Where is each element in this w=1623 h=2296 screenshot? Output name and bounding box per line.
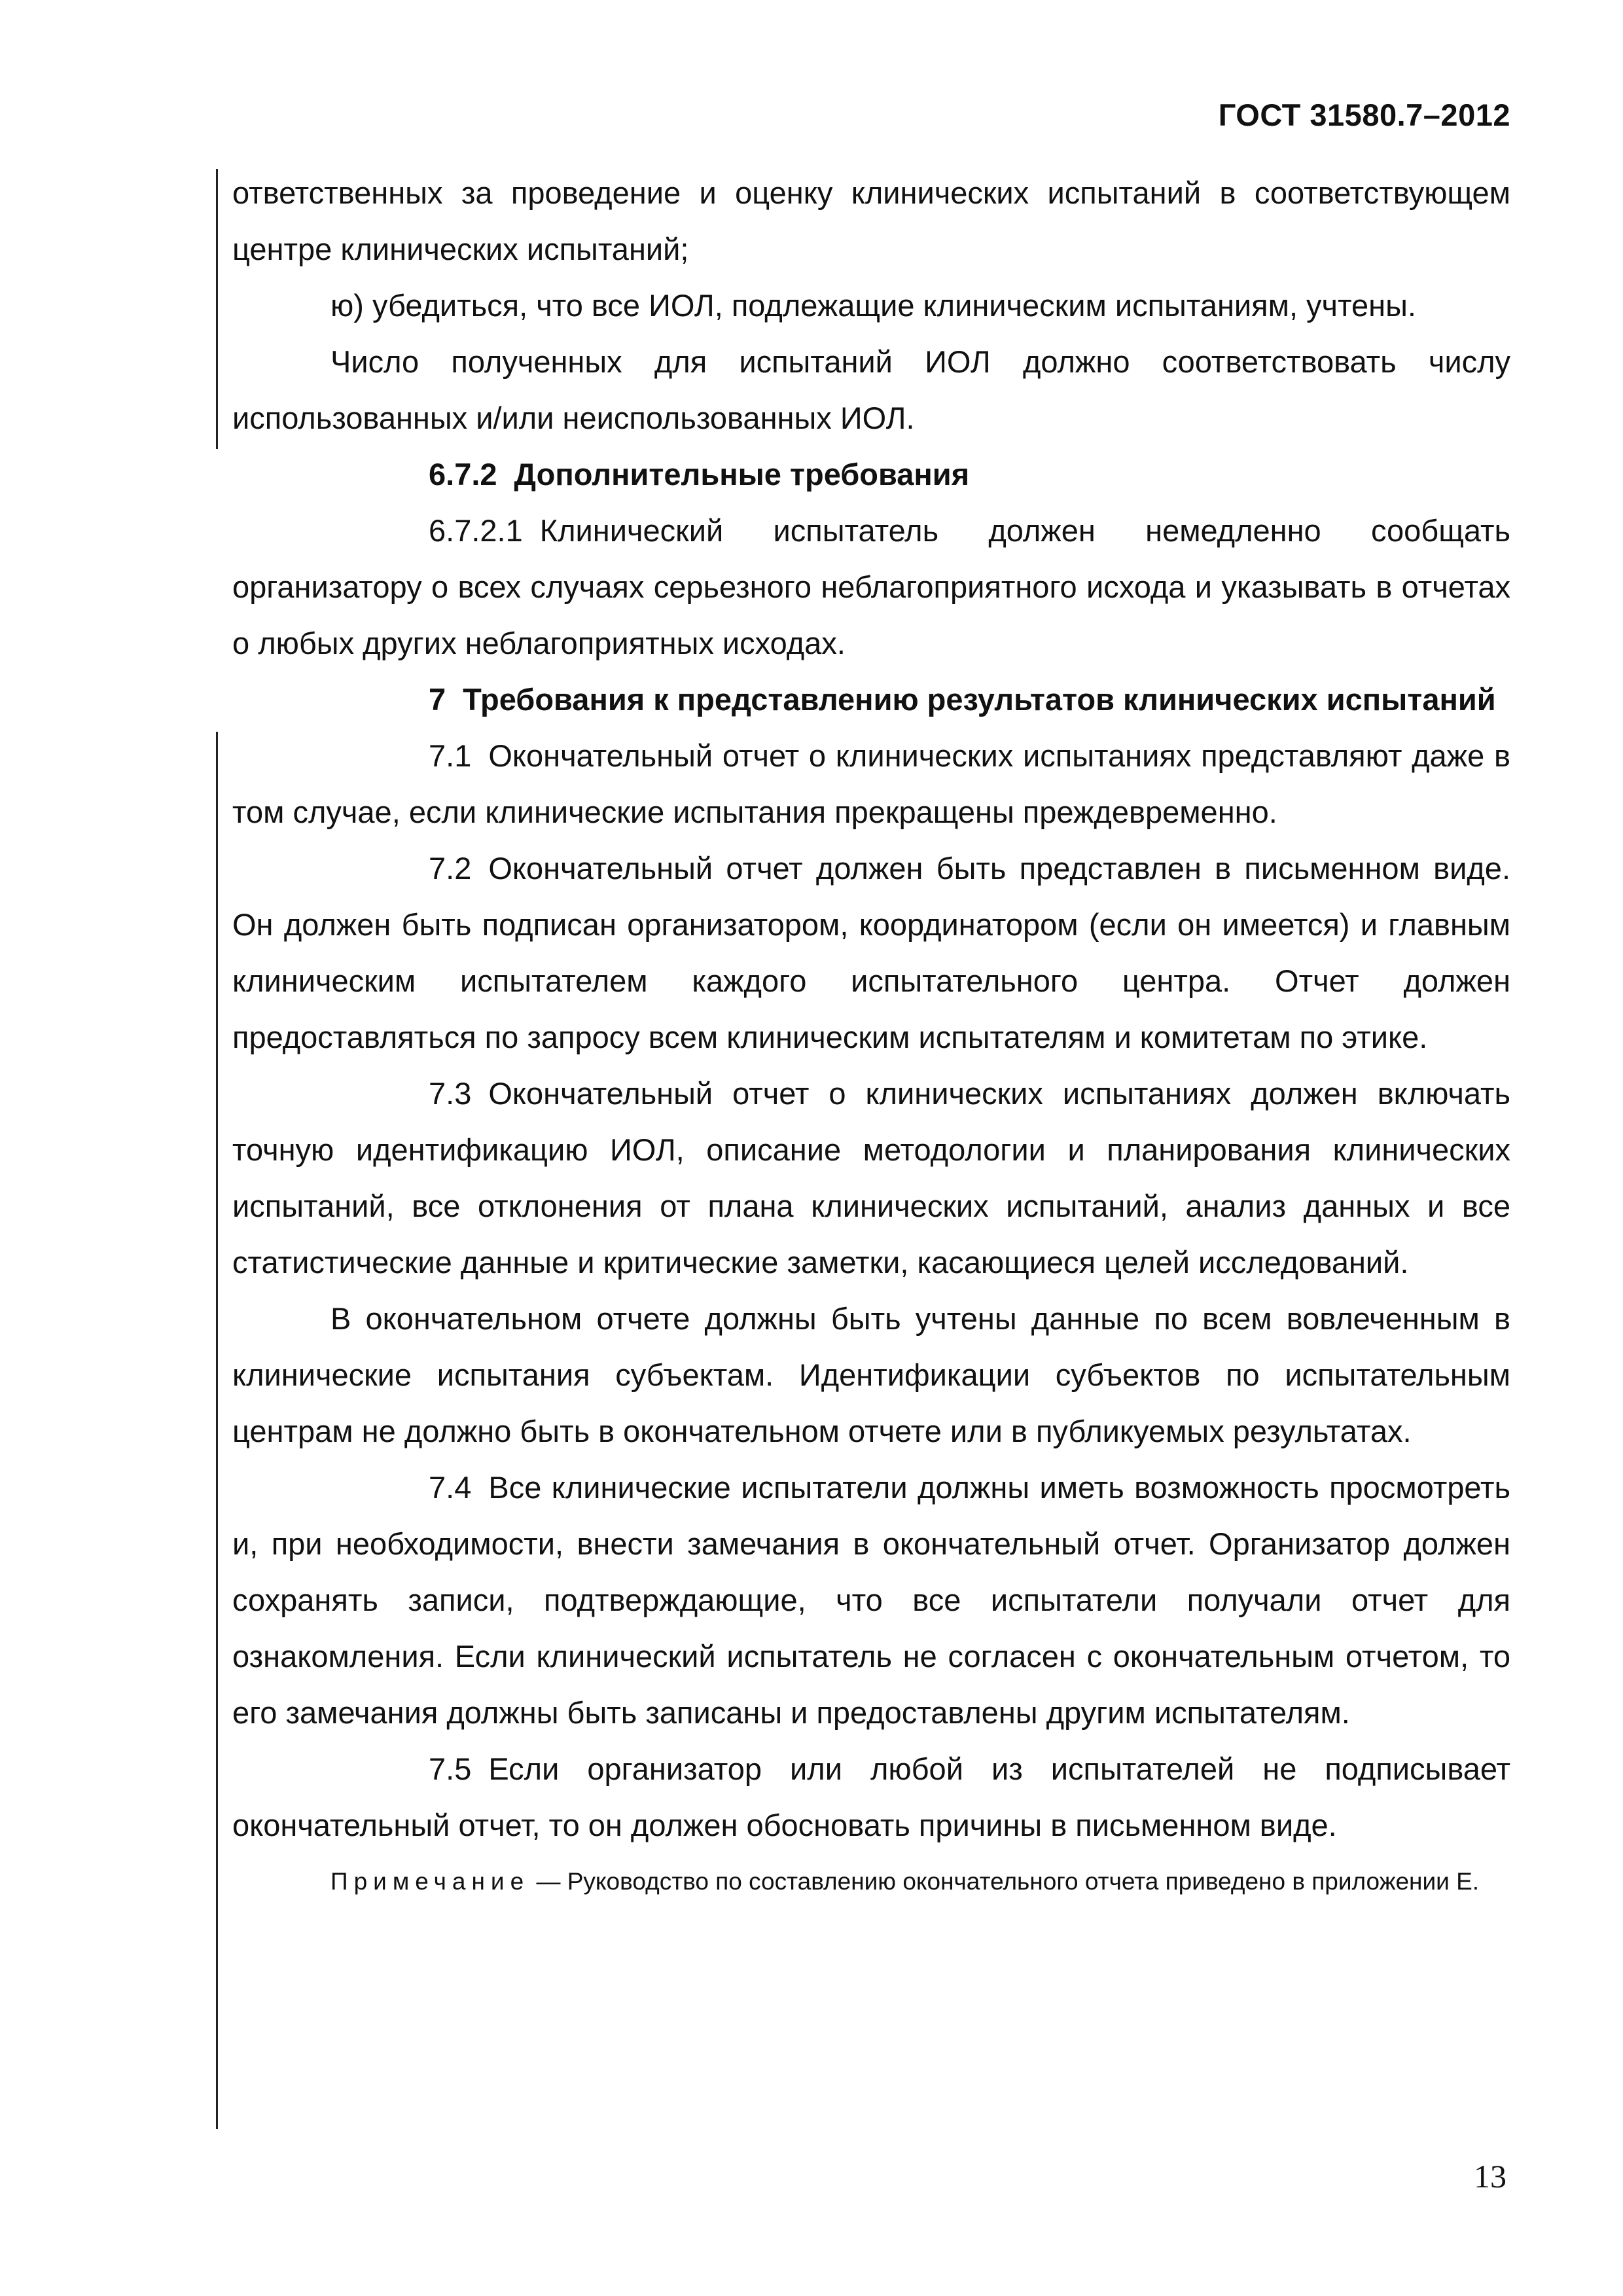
clause-text: Окончательный отчет о клинических испытаниях должен включать точную идентификацию ИОЛ, описание методологии и планирования клинических испытаний, все отклонения от плана клинических испытаний, анализ данных и все статистические данные и критические заметки, касающиеся целей исследований. <box>232 1076 1510 1280</box>
section-title: Требования к представлению результатов клинических испытаний <box>463 682 1496 717</box>
clause-number: 6.7.2.1 <box>429 513 523 548</box>
clause-number: 7.3 <box>429 1076 472 1111</box>
section-title: Дополнительные требования <box>514 457 970 492</box>
paragraph-iol-count: Число полученных для испытаний ИОЛ должно соответствовать числу использованных и/или неиспользованных ИОЛ. <box>232 344 1510 435</box>
clause-7-3 <box>232 1066 1510 1291</box>
clause-7-1 <box>232 728 1510 840</box>
standard-header: ГОСТ 31580.7–2012 <box>1218 98 1510 132</box>
clause-7-2 <box>232 840 1510 1066</box>
change-bar-bottom <box>216 732 218 2129</box>
clause-7-4 <box>232 1460 1510 1741</box>
note-dash: — <box>536 1868 561 1895</box>
note-label: Примечание <box>330 1868 530 1895</box>
clause-7-5 <box>232 1741 1510 1854</box>
note-text: Руководство по составлению окончательного отчета приведено в приложении Е. <box>567 1868 1480 1895</box>
clause-text: Все клинические испытатели должны иметь возможность просмотреть и, при необходимости, внести замечания в окончательный отчет. Организатор должен сохранять записи, подтверждающие, что все испытатели получали отчет для ознакомления. Если клинический испытатель не согласен с окончательным отчетом, то его замечания должны быть записаны и предоставлены другим испытателям. <box>232 1470 1510 1730</box>
clause-text: Окончательный отчет должен быть представлен в письменном виде. Он должен быть подписан организатором, координатором (если он имеется) и главным клиническим испытателем каждого испытательного центра. Отчет должен предоставляться по запросу всем клиническим испытателям и комитетам по этике. <box>232 851 1510 1054</box>
clause-6-7-2-1 <box>232 503 1510 672</box>
clause-number: 7.5 <box>429 1751 472 1786</box>
clause-number: 7.2 <box>429 851 472 886</box>
clause-text: Окончательный отчет о клинических испытаниях представляют даже в том случае, если клинические испытания прекращены преждевременно. <box>232 738 1510 829</box>
paragraph-continuation: ответственных за проведение и оценку клинических испытаний в соответствующем центре клинических испытаний; <box>232 175 1510 266</box>
clause-number: 7.4 <box>429 1470 472 1505</box>
clause-7-3-continued: В окончательном отчете должны быть учтены данные по всем вовлеченным в клинические испытания субъектам. Идентификации субъектов по испытательным центрам не должно быть в окончательном отчете или в публикуемых результатах. <box>232 1301 1510 1448</box>
change-bar-top <box>216 169 218 449</box>
clause-text: Клинический испытатель должен немедленно сообщать организатору о всех случаях серьезного неблагоприятного исхода и указывать в отчетах о любых других неблагоприятных исходах. <box>232 513 1510 660</box>
section-number: 6.7.2 <box>429 457 497 492</box>
section-heading-7 <box>232 672 1510 728</box>
clause-text: Если организатор или любой из испытателей не подписывает окончательный отчет, то он должен обосновать причины в письменном виде. <box>232 1751 1510 1842</box>
page-number: 13 <box>1474 2158 1507 2195</box>
section-number: 7 <box>429 682 446 717</box>
section-heading-6-7-2 <box>232 446 1510 503</box>
list-item-yu: ю) убедиться, что все ИОЛ, подлежащие клиническим испытаниям, учтены. <box>330 288 1416 323</box>
clause-number: 7.1 <box>429 738 472 773</box>
note <box>232 1854 1510 1910</box>
document-body <box>232 165 1510 1910</box>
